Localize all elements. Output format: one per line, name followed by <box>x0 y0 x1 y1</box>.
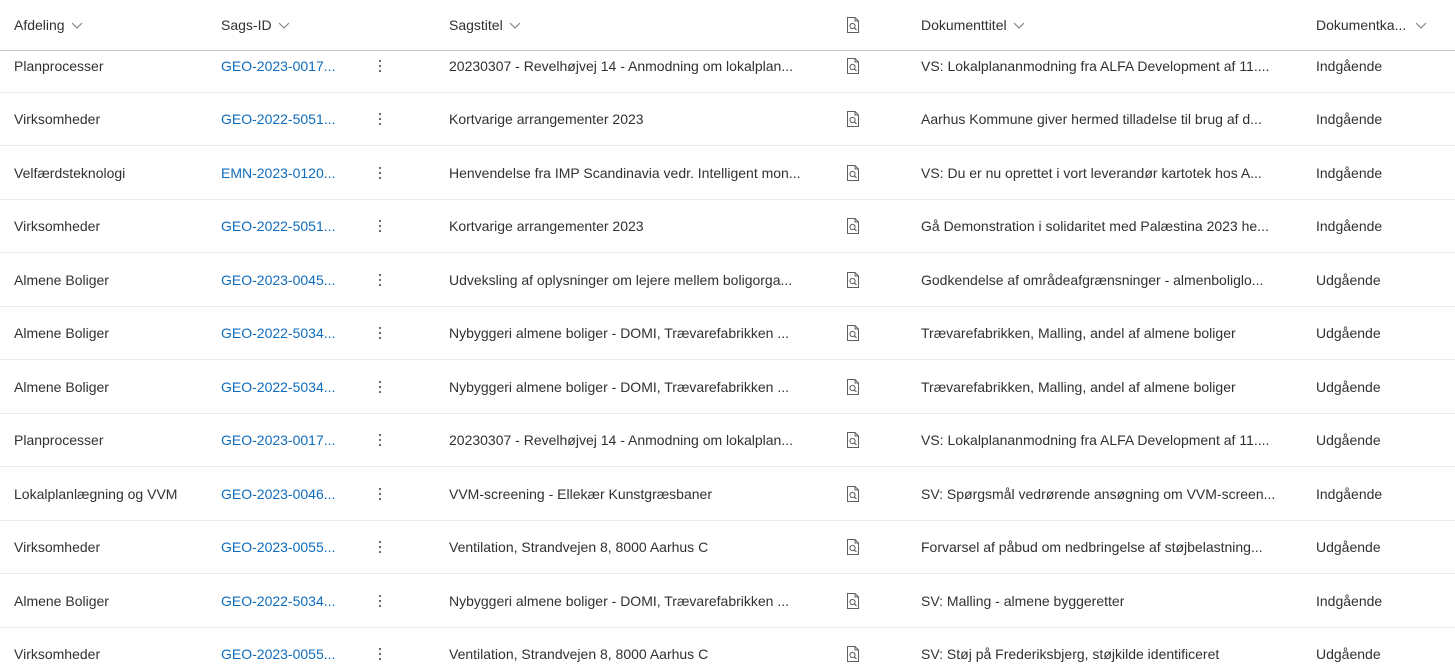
dokumentkategori-cell: Indgående <box>1316 164 1383 181</box>
document-preview-icon <box>844 110 862 128</box>
document-preview-icon <box>844 16 862 34</box>
document-preview-button[interactable] <box>843 200 863 253</box>
sags-id-link[interactable]: GEO-2022-5051... <box>221 218 336 234</box>
dokumentkategori-cell: Udgående <box>1316 378 1381 395</box>
document-preview-icon <box>844 538 862 556</box>
sags-id-link[interactable]: GEO-2022-5051... <box>221 111 336 127</box>
more-vertical-icon <box>378 593 382 609</box>
afdeling-cell: Almene Boliger <box>14 271 109 288</box>
dokumentkategori-cell: Udgående <box>1316 325 1381 341</box>
dokumentkategori-cell: Udgående <box>1316 432 1381 448</box>
more-options-button[interactable] <box>370 146 390 199</box>
afdeling-cell: Planprocesser <box>14 57 104 74</box>
sags-id-link[interactable]: GEO-2023-0055... <box>221 539 336 555</box>
document-preview-icon <box>844 378 862 396</box>
afdeling-cell: Almene Boliger <box>14 378 109 395</box>
dokumentkategori-cell: Indgående <box>1316 218 1383 234</box>
dokumenttitel-cell: Gå Demonstration i solidaritet med Palæstina 2023 he... <box>921 218 1269 234</box>
document-preview-button[interactable] <box>843 360 863 413</box>
table-row[interactable] <box>0 93 1455 147</box>
sagstitel-cell: 20230307 - Revelhøjvej 14 - Anmodning om lokalplan... <box>449 432 793 448</box>
document-preview-button[interactable] <box>843 414 863 467</box>
document-preview-icon <box>844 485 862 503</box>
afdeling-cell: Velfærdsteknologi <box>14 164 126 181</box>
table-row[interactable] <box>0 467 1455 521</box>
dokumentkategori-cell: Indgående <box>1316 57 1383 74</box>
sags-id-link[interactable]: GEO-2022-5034... <box>221 592 336 609</box>
column-header-label: Dokumenttitel <box>921 17 1007 33</box>
list-header <box>0 0 1455 51</box>
table-row[interactable] <box>0 521 1455 575</box>
dokumenttitel-cell: VS: Lokalplananmodning fra ALFA Development af 11.... <box>921 57 1270 74</box>
sags-id-link[interactable]: GEO-2023-0046... <box>221 485 336 502</box>
more-options-button[interactable] <box>370 628 390 668</box>
document-preview-icon <box>844 324 862 342</box>
dokumentkategori-cell: Indgående <box>1316 111 1383 127</box>
list-rows <box>0 39 1455 668</box>
more-options-button[interactable] <box>370 574 390 627</box>
column-header-label: Sags-ID <box>221 17 272 33</box>
table-row[interactable] <box>0 307 1455 361</box>
dokumenttitel-cell: Aarhus Kommune giver hermed tilladelse til brug af d... <box>921 111 1262 127</box>
dokumenttitel-cell: SV: Spørgsmål vedrørende ansøgning om VVM-screen... <box>921 485 1276 502</box>
afdeling-cell: Virksomheder <box>14 539 101 555</box>
dokumenttitel-cell: Forvarsel af påbud om nedbringelse af støjbelastning... <box>921 539 1263 555</box>
dokumenttitel-cell: SV: Støj på Frederiksbjerg, støjkilde identificeret <box>921 646 1220 662</box>
document-preview-icon <box>844 592 862 610</box>
sagstitel-cell: Henvendelse fra IMP Scandinavia vedr. Intelligent mon... <box>449 164 801 181</box>
column-header-dokumentkategori[interactable] <box>1316 0 1427 50</box>
sagstitel-cell: VVM-screening - Ellekær Kunstgræsbaner <box>449 485 712 502</box>
more-options-button[interactable] <box>370 307 390 360</box>
sags-id-link[interactable]: GEO-2023-0045... <box>221 271 336 288</box>
dokumentkategori-cell: Udgående <box>1316 646 1381 662</box>
document-preview-icon <box>844 164 862 182</box>
column-header-document-icon[interactable] <box>844 0 862 50</box>
more-vertical-icon <box>378 646 382 662</box>
more-options-button[interactable] <box>370 253 390 306</box>
document-preview-button[interactable] <box>843 253 863 306</box>
sagstitel-cell: Nybyggeri almene boliger - DOMI, Trævarefabrikken ... <box>449 592 790 609</box>
document-preview-button[interactable] <box>843 628 863 668</box>
column-header-sagstitel[interactable] <box>449 0 521 50</box>
table-row[interactable] <box>0 628 1455 668</box>
afdeling-cell: Virksomheder <box>14 218 101 234</box>
document-preview-icon <box>844 57 862 75</box>
more-options-button[interactable] <box>370 467 390 520</box>
more-vertical-icon <box>378 539 382 555</box>
document-preview-button[interactable] <box>843 146 863 199</box>
sags-id-link[interactable]: EMN-2023-0120... <box>221 164 336 181</box>
afdeling-cell: Almene Boliger <box>14 592 109 609</box>
sagstitel-cell: Nybyggeri almene boliger - DOMI, Trævarefabrikken ... <box>449 378 790 395</box>
document-preview-button[interactable] <box>843 521 863 574</box>
sagstitel-cell: 20230307 - Revelhøjvej 14 - Anmodning om lokalplan... <box>449 57 793 74</box>
column-header-label: Dokumentka... <box>1316 17 1407 33</box>
sags-id-link[interactable]: GEO-2023-0017... <box>221 57 336 74</box>
sags-id-link[interactable]: GEO-2022-5034... <box>221 325 336 341</box>
dokumenttitel-cell: Trævarefabrikken, Malling, andel af almene boliger <box>921 378 1236 395</box>
more-vertical-icon <box>378 165 382 181</box>
sagstitel-cell: Udveksling af oplysninger om lejere mellem boligorga... <box>449 271 793 288</box>
sags-id-link[interactable]: GEO-2023-0055... <box>221 646 336 662</box>
column-header-afdeling[interactable] <box>14 0 83 50</box>
chevron-down-icon <box>1013 19 1025 31</box>
more-vertical-icon <box>378 111 382 127</box>
table-row[interactable] <box>0 253 1455 307</box>
more-options-button[interactable] <box>370 521 390 574</box>
table-row[interactable] <box>0 574 1455 628</box>
dokumenttitel-cell: Godkendelse af områdeafgrænsninger - almenboliglo... <box>921 271 1264 288</box>
document-preview-button[interactable] <box>843 307 863 360</box>
document-preview-icon <box>844 217 862 235</box>
table-row[interactable] <box>0 414 1455 468</box>
table-row[interactable] <box>0 146 1455 200</box>
dokumentkategori-cell: Udgående <box>1316 271 1381 288</box>
column-header-dokumenttitel[interactable] <box>921 0 1025 50</box>
chevron-down-icon <box>509 19 521 31</box>
document-preview-icon <box>844 271 862 289</box>
sagstitel-cell: Kortvarige arrangementer 2023 <box>449 218 644 234</box>
chevron-down-icon <box>1415 19 1427 31</box>
sagstitel-cell: Ventilation, Strandvejen 8, 8000 Aarhus C <box>449 539 709 555</box>
document-preview-button[interactable] <box>843 574 863 627</box>
dokumentkategori-cell: Indgående <box>1316 592 1383 609</box>
column-header-label: Afdeling <box>14 17 65 33</box>
document-preview-icon <box>844 645 862 663</box>
dokumentkategori-cell: Indgående <box>1316 485 1383 502</box>
more-options-button[interactable] <box>370 360 390 413</box>
sagstitel-cell: Ventilation, Strandvejen 8, 8000 Aarhus C <box>449 646 709 662</box>
afdeling-cell: Planprocesser <box>14 432 104 448</box>
table-row[interactable] <box>0 200 1455 254</box>
more-options-button[interactable] <box>370 93 390 146</box>
sagstitel-cell: Kortvarige arrangementer 2023 <box>449 111 644 127</box>
sagstitel-cell: Nybyggeri almene boliger - DOMI, Trævarefabrikken ... <box>449 325 790 341</box>
more-vertical-icon <box>378 432 382 448</box>
column-header-label: Sagstitel <box>449 17 503 33</box>
dokumentkategori-cell: Udgående <box>1316 539 1381 555</box>
chevron-down-icon <box>71 19 83 31</box>
sags-id-link[interactable]: GEO-2023-0017... <box>221 432 336 448</box>
document-preview-icon <box>844 431 862 449</box>
column-header-sags-id[interactable] <box>221 0 290 50</box>
afdeling-cell: Lokalplanlægning og VVM <box>14 485 178 502</box>
dokumenttitel-cell: VS: Lokalplananmodning fra ALFA Development af 11.... <box>921 432 1270 448</box>
dokumenttitel-cell: SV: Malling - almene byggeretter <box>921 592 1125 609</box>
dokumenttitel-cell: VS: Du er nu oprettet i vort leverandør kartotek hos A... <box>921 164 1262 181</box>
document-preview-button[interactable] <box>843 467 863 520</box>
afdeling-cell: Virksomheder <box>14 111 101 127</box>
dokumenttitel-cell: Trævarefabrikken, Malling, andel af almene boliger <box>921 325 1236 341</box>
more-vertical-icon <box>378 379 382 395</box>
document-preview-button[interactable] <box>843 93 863 146</box>
afdeling-cell: Almene Boliger <box>14 325 109 341</box>
more-vertical-icon <box>378 218 382 234</box>
chevron-down-icon <box>278 19 290 31</box>
more-vertical-icon <box>378 58 382 74</box>
table-row[interactable] <box>0 360 1455 414</box>
more-options-button[interactable] <box>370 200 390 253</box>
more-options-button[interactable] <box>370 414 390 467</box>
afdeling-cell: Virksomheder <box>14 646 101 662</box>
more-vertical-icon <box>378 272 382 288</box>
sags-id-link[interactable]: GEO-2022-5034... <box>221 378 336 395</box>
more-vertical-icon <box>378 486 382 502</box>
more-vertical-icon <box>378 325 382 341</box>
